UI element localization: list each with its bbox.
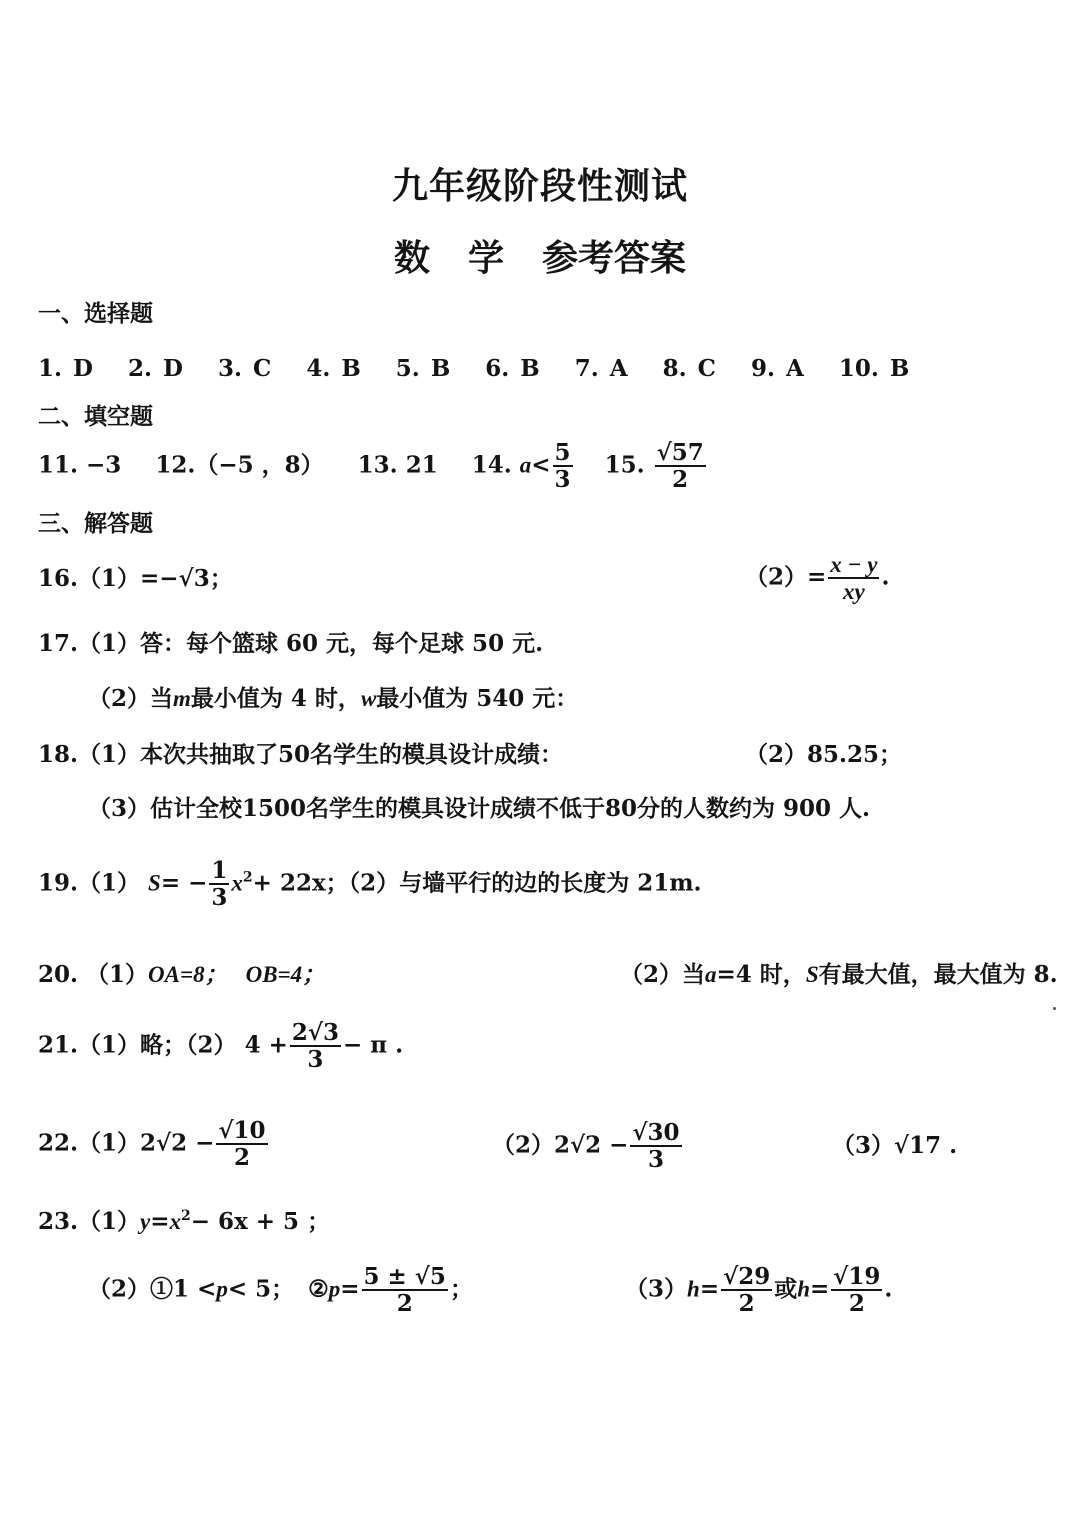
- q17-part2-text-b: 最小值为 4 时，: [190, 685, 361, 712]
- q17-var-m: m: [173, 686, 191, 711]
- q11-number: 11.: [38, 451, 79, 479]
- q19-part1-label: （1）: [78, 869, 141, 897]
- choice-answer: 2. D: [127, 355, 183, 382]
- q17-part2-text-c: 最小值为 540 元：: [376, 685, 579, 712]
- q22-part1-numerator: √10: [218, 1117, 266, 1144]
- q22-part1-denominator: 2: [233, 1144, 250, 1172]
- exam-subtitle: [0, 230, 1080, 281]
- section-heading-fill: 二、填空题: [38, 403, 153, 430]
- q22-part3-answer: √17 .: [894, 1132, 958, 1159]
- q23-h2-fraction: [831, 1264, 882, 1317]
- subtitle-answer-key: 参考答案: [542, 237, 687, 279]
- q23-rest: − 6x + 5 ；: [190, 1208, 331, 1235]
- q16-number: 16.: [38, 565, 79, 592]
- q12-number: 12.: [155, 451, 196, 479]
- q19-part2-text: 与墙平行的边的长度为 21m.: [399, 869, 702, 897]
- q20-part1: [38, 963, 325, 986]
- q19-numerator: 1: [211, 857, 228, 884]
- q23-case1-end: < 5；: [227, 1275, 295, 1303]
- q23-var-h1: h: [687, 1276, 700, 1302]
- q11-answer: −3: [86, 451, 122, 479]
- q16-part1-label: （1）: [78, 565, 141, 592]
- q18-part3-label: （3）: [88, 795, 151, 822]
- q21-postfix: − π .: [342, 1031, 404, 1059]
- q18-part1: [38, 743, 563, 766]
- q19-fraction: [209, 858, 229, 911]
- q21-number: 21.: [38, 1031, 79, 1059]
- q14-fraction: [553, 440, 573, 493]
- q20-number: 20.: [38, 961, 79, 988]
- q14-variable: a: [519, 452, 532, 478]
- choice-answer: 8. C: [662, 355, 716, 382]
- q23-var-p1: p: [216, 1276, 228, 1302]
- q18-part1-text: 本次共抽取了50名学生的模具设计成绩：: [140, 741, 564, 768]
- q22-part2-numerator: √30: [632, 1119, 680, 1146]
- q22-part2-fraction: [630, 1120, 681, 1173]
- q14-denominator: 3: [554, 466, 571, 494]
- q15-fraction: [655, 440, 706, 493]
- q19-exponent: 2: [242, 869, 253, 886]
- q23-var-h2: h: [797, 1276, 811, 1302]
- q23-case1: ①1 <: [150, 1275, 217, 1303]
- q18-part1-label: （1）: [78, 741, 141, 768]
- q20-part2-label: （2）: [620, 961, 683, 988]
- q23-part1: [38, 1210, 330, 1233]
- q18-part2-label: （2）: [745, 741, 808, 768]
- q14-operator: <: [531, 451, 551, 479]
- choice-answer: 6. B: [485, 355, 540, 382]
- q20-oa: OA=8；: [148, 962, 228, 987]
- q23-part3: [625, 1264, 892, 1317]
- choice-answer: 5. B: [395, 355, 451, 382]
- q18-part2: [745, 743, 902, 766]
- q21-line: [38, 1020, 403, 1073]
- q13-answer: 21: [405, 451, 438, 479]
- q22-part1-prefix: 2√2 −: [140, 1129, 215, 1157]
- q23-h2-eq: =: [810, 1275, 830, 1303]
- q21-part1-label: （1）: [78, 1031, 141, 1059]
- q23-case2-fraction: [362, 1264, 448, 1317]
- choice-answer: 10. B: [838, 355, 910, 382]
- q21-prefix: 4 +: [244, 1031, 288, 1059]
- q14-numerator: 5: [554, 439, 571, 466]
- q16-part1: [38, 567, 233, 590]
- speck-mark: [1053, 1007, 1056, 1010]
- q23-case2-denominator: 2: [396, 1290, 413, 1318]
- choice-answer: 9. A: [751, 355, 804, 382]
- choice-answer: 7. A: [574, 355, 628, 382]
- q18-part2-text: 85.25；: [807, 741, 903, 768]
- choice-answers-row: [38, 357, 909, 380]
- q22-part1-fraction: [216, 1118, 267, 1171]
- q19-rest: + 22x: [252, 869, 326, 897]
- subtitle-subject-1: 数: [393, 237, 430, 279]
- q23-var-x: x: [169, 1209, 182, 1234]
- q23-part2: [88, 1264, 473, 1317]
- section-heading-choice: 一、选择题: [38, 300, 153, 327]
- q23-case2-eq: =: [340, 1275, 360, 1303]
- q18-number: 18.: [38, 741, 79, 768]
- q19-eq: = −: [160, 869, 208, 897]
- q22-part2-denominator: 3: [647, 1146, 664, 1174]
- q23-h1-numerator: √29: [723, 1263, 771, 1290]
- q23-end: .: [884, 1275, 893, 1303]
- q20-var-a: a: [705, 962, 717, 987]
- exam-title: 九年级阶段性测试: [391, 165, 688, 207]
- q23-h1-eq: =: [699, 1275, 720, 1303]
- choice-answer: 4. B: [306, 355, 361, 382]
- q23-number: 23.: [38, 1208, 79, 1235]
- q16-part2-denominator: xy: [843, 579, 865, 605]
- q23-var-y: y: [140, 1209, 151, 1234]
- q16-part2-numerator: x − y: [828, 552, 879, 579]
- q19-line: [38, 858, 702, 911]
- q13-number: 13.: [357, 451, 398, 479]
- q20-part2-text-b: =4 时，: [716, 961, 806, 988]
- q15-number: 15.: [604, 451, 645, 479]
- q23-h2-denominator: 2: [848, 1290, 865, 1318]
- q23-part3-label: （3）: [625, 1275, 688, 1303]
- q20-ob: OB=4；: [245, 962, 326, 987]
- choice-answer: 3. C: [217, 355, 272, 382]
- q14-number: 14.: [471, 451, 512, 479]
- q23-h1-denominator: 2: [738, 1290, 755, 1318]
- q19-number: 19.: [38, 869, 79, 897]
- q20-var-S: S: [805, 962, 819, 987]
- q19-var-x: x: [231, 870, 243, 896]
- q15-denominator: 2: [672, 466, 689, 494]
- subtitle-subject-2: 学: [467, 237, 504, 279]
- q17-part1: [38, 632, 543, 655]
- q23-exponent: 2: [181, 1208, 191, 1224]
- q18-part3: [88, 797, 870, 820]
- q15-numerator: √57: [656, 439, 704, 466]
- q17-part2: [88, 687, 578, 710]
- q16-part2-end: .: [881, 563, 890, 591]
- q19-var-S: S: [148, 870, 161, 896]
- q12-answer: （−5 ，8）: [195, 451, 324, 479]
- q16-part1-prefix: =−: [140, 565, 179, 592]
- q17-part1-text: 答：每个篮球 60 元，每个足球 50 元.: [140, 630, 544, 657]
- q21-fraction: [290, 1020, 341, 1073]
- q17-part2-text-a: 当: [150, 685, 174, 712]
- q16-part2: [745, 552, 889, 605]
- q17-part1-label: （1）: [78, 630, 141, 657]
- fill-answers-row: [38, 440, 708, 493]
- q22-part1-label: （1）: [78, 1129, 141, 1157]
- q17-number: 17.: [38, 630, 79, 657]
- q16-part2-label: （2）: [745, 563, 808, 591]
- q22-part2-label: （2）: [492, 1131, 555, 1159]
- q22-number: 22.: [38, 1129, 79, 1157]
- q19-sep: ；: [325, 869, 349, 897]
- q23-part1-label: （1）: [78, 1208, 141, 1235]
- q23-or: 或: [774, 1275, 798, 1303]
- q23-case2: ②: [308, 1275, 329, 1303]
- q22-part3: [832, 1134, 957, 1157]
- q21-numerator: 2√3: [291, 1019, 339, 1046]
- q18-part3-text: 估计全校1500名学生的模具设计成绩不低于80分的人数约为 900 人.: [150, 795, 871, 822]
- q21-part2-label: （2）: [186, 1031, 237, 1059]
- q22-part2-prefix: 2√2 −: [554, 1131, 629, 1159]
- q23-case2-numerator: 5 ± √5: [363, 1263, 446, 1290]
- q20-part1-label: （1）: [86, 961, 149, 988]
- q21-part1-text: 略；: [140, 1031, 187, 1059]
- q22-part1: [38, 1118, 270, 1171]
- q23-h2-numerator: √19: [833, 1263, 881, 1290]
- q20-part2-text-a: 当: [682, 961, 706, 988]
- q20-part2: [620, 963, 1058, 986]
- q17-var-w: w: [360, 686, 377, 711]
- q23-var-p2: p: [328, 1276, 341, 1302]
- q19-denominator: 3: [211, 884, 228, 912]
- q20-part2-text-c: 有最大值，最大值为 8.: [818, 961, 1058, 988]
- q16-part2-eq: =: [807, 563, 827, 591]
- q19-part2-label: （2）: [348, 869, 400, 897]
- q23-eq: =: [150, 1208, 170, 1235]
- q23-h1-fraction: [721, 1264, 772, 1317]
- q22-part3-label: （3）: [832, 1132, 895, 1159]
- q17-part2-label: （2）: [88, 685, 151, 712]
- q21-denominator: 3: [307, 1046, 324, 1074]
- q22-part2: [492, 1120, 684, 1173]
- q16-part2-fraction: [828, 552, 879, 605]
- q23-part2-label: （2）: [88, 1275, 151, 1303]
- q16-part1-root: √3: [178, 565, 210, 592]
- section-heading-answer: 三、解答题: [38, 510, 153, 537]
- q23-case2-end: ；: [449, 1275, 473, 1303]
- choice-answer: 1. D: [38, 355, 93, 382]
- q16-part1-end: ；: [209, 565, 233, 592]
